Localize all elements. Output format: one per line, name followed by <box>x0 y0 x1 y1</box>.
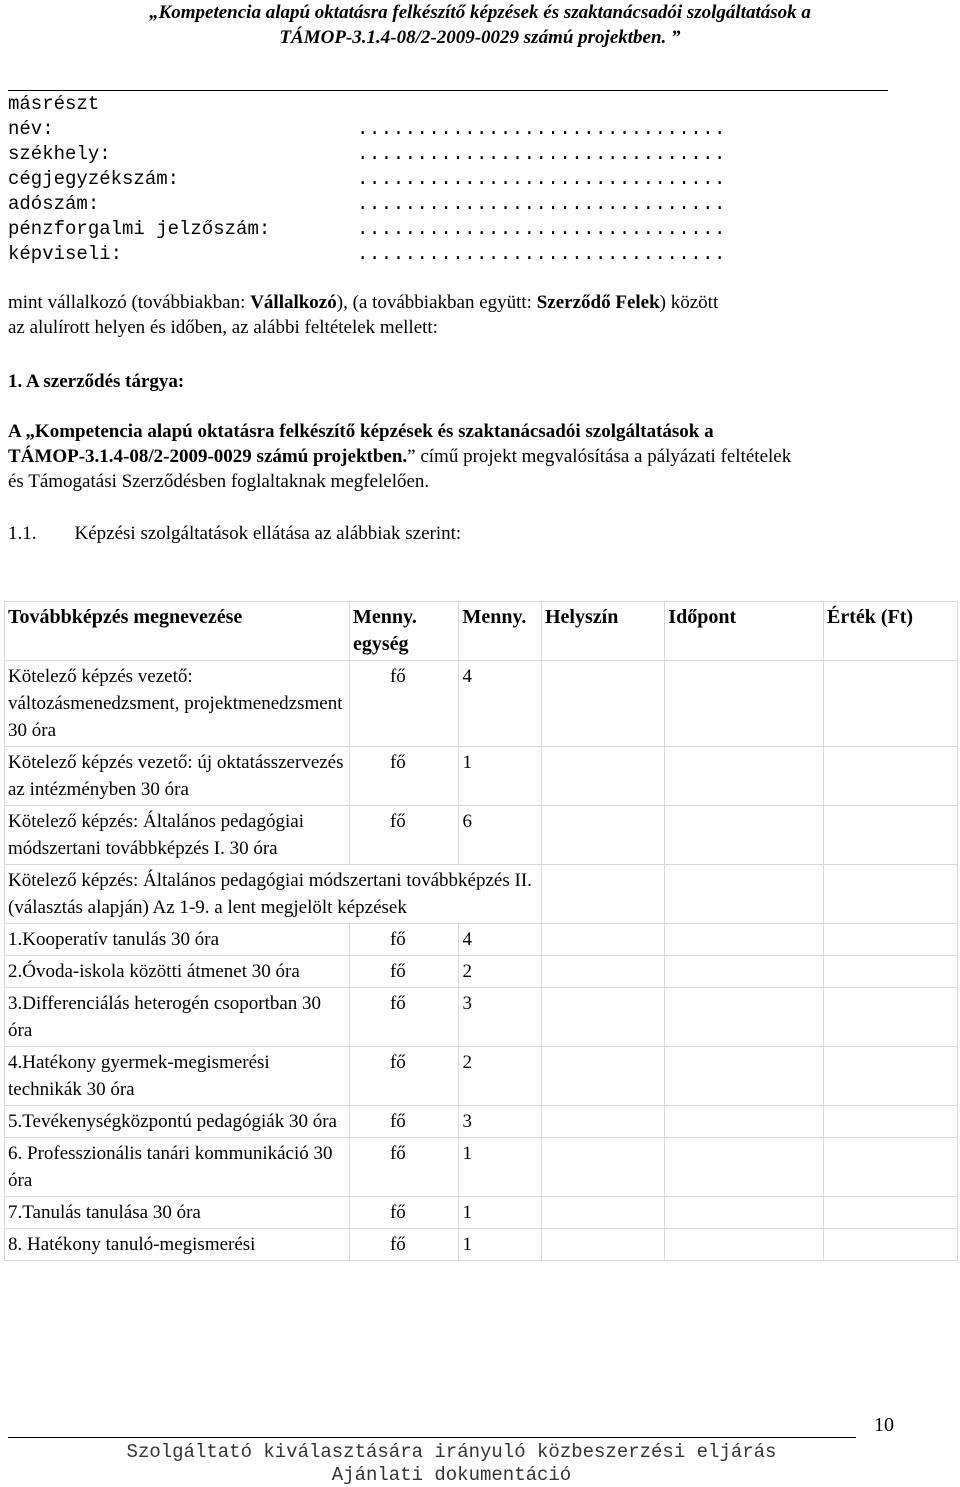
row-name: 8. Hatékony tanuló-megismerési <box>5 1229 350 1261</box>
intro-szerzodo-felek: Szerződő Felek <box>536 292 660 313</box>
row-time[interactable] <box>665 988 824 1047</box>
field-label-adoszam: adószám: <box>8 193 100 215</box>
field-value-adoszam[interactable]: ............................... <box>357 193 726 215</box>
intro-text-a: mint vállalkozó (továbbiakban: <box>8 292 251 313</box>
row-place[interactable] <box>541 988 664 1047</box>
field-value-nev[interactable]: ............................... <box>357 118 726 140</box>
row-qty: 1 <box>459 1197 542 1229</box>
row-value[interactable] <box>824 1197 958 1229</box>
row-place[interactable] <box>541 956 664 988</box>
row-value[interactable] <box>824 806 958 865</box>
row-place[interactable] <box>541 1106 664 1138</box>
intro-text-c: ), (a továbbiakban együtt: <box>336 292 537 313</box>
row-place[interactable] <box>541 865 664 924</box>
row-qty: 4 <box>459 924 542 956</box>
subsection-1-1 <box>8 521 948 546</box>
row-value[interactable] <box>824 865 958 924</box>
row-value[interactable] <box>824 1047 958 1106</box>
table-row <box>5 1106 958 1138</box>
row-unit: fő <box>349 747 458 806</box>
row-place[interactable] <box>541 747 664 806</box>
col-header-unit: Menny. egység <box>349 602 458 661</box>
row-value[interactable] <box>824 1106 958 1138</box>
header-line-1: „Kompetencia alapú oktatásra felkészítő képzések és szaktanácsadói szolgáltatások a <box>149 2 811 23</box>
field-label-penzforgalmi: pénzforgalmi jelzőszám: <box>8 218 271 240</box>
section1-title: 1. A szerződés tárgya: <box>8 371 185 392</box>
subsection-text: Képzési szolgáltatások ellátása az alábbiak szerint: <box>74 523 462 544</box>
field-label-kepviseli: képviseli: <box>8 243 123 265</box>
row-value[interactable] <box>824 988 958 1047</box>
row-name: Kötelező képzés: Általános pedagógiai módszertani továbbképzés I. 30 óra <box>5 806 350 865</box>
intro-vallalkozo: Vállalkozó <box>250 292 337 313</box>
row-time[interactable] <box>665 956 824 988</box>
row-name: 1.Kooperatív tanulás 30 óra <box>5 924 350 956</box>
table-row <box>5 956 958 988</box>
row-time[interactable] <box>665 1138 824 1197</box>
field-label-cegjegyzekszam: cégjegyzékszám: <box>8 168 180 190</box>
table-row <box>5 806 958 865</box>
row-place[interactable] <box>541 1138 664 1197</box>
field-value-kepviseli[interactable]: ............................... <box>357 243 726 265</box>
row-time[interactable] <box>665 1229 824 1261</box>
row-time[interactable] <box>665 924 824 956</box>
intro-paragraph <box>8 290 948 340</box>
row-name: 4.Hatékony gyermek-megismerési technikák 30 óra <box>5 1047 350 1106</box>
row-time[interactable] <box>665 806 824 865</box>
row-value[interactable] <box>824 747 958 806</box>
footer-rule <box>8 1437 856 1438</box>
row-name: 3.Differenciálás heterogén csoportban 30 óra <box>5 988 350 1047</box>
row-unit: fő <box>349 1197 458 1229</box>
row-place[interactable] <box>541 1047 664 1106</box>
subsection-number: 1.1. <box>8 523 37 544</box>
header-rule <box>8 90 888 91</box>
row-place[interactable] <box>541 1197 664 1229</box>
col-header-place: Helyszín <box>541 602 664 661</box>
row-qty: 2 <box>459 1047 542 1106</box>
table-row <box>5 865 958 924</box>
header-line-2: TÁMOP-3.1.4-08/2-2009-0029 számú projektben. ” <box>279 27 681 48</box>
row-qty: 3 <box>459 1106 542 1138</box>
row-value[interactable] <box>824 924 958 956</box>
row-name: Kötelező képzés vezető: új oktatásszervezés az intézményben 30 óra <box>5 747 350 806</box>
row-time[interactable] <box>665 1197 824 1229</box>
section1-paragraph <box>8 419 948 494</box>
row-time[interactable] <box>665 1047 824 1106</box>
row-unit: fő <box>349 1106 458 1138</box>
row-name: 6. Professzionális tanári kommunikáció 30 óra <box>5 1138 350 1197</box>
section1-project-title-1: A „Kompetencia alapú oktatásra felkészítő képzések és szaktanácsadói szolgáltatások a <box>8 421 714 442</box>
table-header-row <box>5 602 958 661</box>
field-value-szekhely[interactable]: ............................... <box>357 143 726 165</box>
party-title: másrészt <box>8 93 100 115</box>
row-place[interactable] <box>541 806 664 865</box>
row-unit: fő <box>349 661 458 747</box>
page-number: 10 <box>874 1414 894 1436</box>
row-time[interactable] <box>665 661 824 747</box>
row-qty: 4 <box>459 661 542 747</box>
row-name: 7.Tanulás tanulása 30 óra <box>5 1197 350 1229</box>
table-row <box>5 988 958 1047</box>
row-place[interactable] <box>541 1229 664 1261</box>
field-label-szekhely: székhely: <box>8 143 111 165</box>
field-value-cegjegyzekszam[interactable]: ............................... <box>357 168 726 190</box>
table-row <box>5 1229 958 1261</box>
row-value[interactable] <box>824 1229 958 1261</box>
row-name-spanning: Kötelező képzés: Általános pedagógiai módszertani továbbképzés II. (választás alapján) Az 1-9. a lent megjelölt képzések <box>5 865 542 924</box>
row-time[interactable] <box>665 865 824 924</box>
row-name: 2.Óvoda-iskola közötti átmenet 30 óra <box>5 956 350 988</box>
training-table <box>4 601 958 1261</box>
table-row <box>5 747 958 806</box>
field-value-penzforgalmi[interactable]: ............................... <box>357 218 726 240</box>
row-qty: 1 <box>459 1229 542 1261</box>
footer-line-2: Ajánlati dokumentáció <box>331 1464 572 1486</box>
row-time[interactable] <box>665 1106 824 1138</box>
intro-text-e: ) között <box>659 292 719 313</box>
row-qty: 6 <box>459 806 542 865</box>
row-time[interactable] <box>665 747 824 806</box>
section1-rest-2: és Támogatási Szerződésben foglaltaknak megfelelően. <box>8 471 430 492</box>
row-value[interactable] <box>824 1138 958 1197</box>
section1-project-title-2: TÁMOP-3.1.4-08/2-2009-0029 számú projektben. <box>8 446 408 467</box>
field-label-nev: név: <box>8 118 54 140</box>
col-header-time: Időpont <box>665 602 824 661</box>
row-unit: fő <box>349 1229 458 1261</box>
row-name: 5.Tevékenységközpontú pedagógiák 30 óra <box>5 1106 350 1138</box>
row-place[interactable] <box>541 924 664 956</box>
table-row <box>5 1197 958 1229</box>
col-header-qty: Menny. <box>459 602 542 661</box>
section1-rest-1: ” című projekt megvalósítása a pályázati feltételek <box>407 446 792 467</box>
row-place[interactable] <box>541 661 664 747</box>
table-row <box>5 1047 958 1106</box>
footer-line-1: Szolgáltató kiválasztására irányuló közbeszerzési eljárás <box>126 1441 777 1463</box>
row-value[interactable] <box>824 956 958 988</box>
row-unit: fő <box>349 1047 458 1106</box>
row-qty: 1 <box>459 1138 542 1197</box>
table-row <box>5 661 958 747</box>
row-unit: fő <box>349 988 458 1047</box>
row-qty: 1 <box>459 747 542 806</box>
row-unit: fő <box>349 806 458 865</box>
col-header-value: Érték (Ft) <box>824 602 958 661</box>
row-qty: 2 <box>459 956 542 988</box>
row-name: Kötelező képzés vezető: változásmenedzsment, projektmenedzsment 30 óra <box>5 661 350 747</box>
row-unit: fő <box>349 1138 458 1197</box>
intro-text-line2: az alulírott helyen és időben, az alábbi feltételek mellett: <box>8 317 438 338</box>
table-row <box>5 924 958 956</box>
table-row <box>5 1138 958 1197</box>
col-header-name: Továbbképzés megnevezése <box>5 602 350 661</box>
row-unit: fő <box>349 924 458 956</box>
row-unit: fő <box>349 956 458 988</box>
row-value[interactable] <box>824 661 958 747</box>
row-qty: 3 <box>459 988 542 1047</box>
